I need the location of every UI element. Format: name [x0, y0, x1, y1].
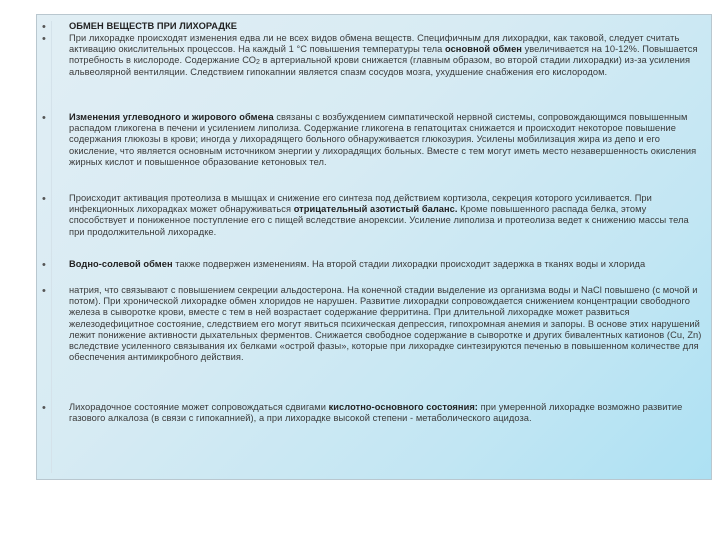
bullet-icon: •: [42, 259, 46, 271]
text-run: при умеренной лихорадке возможно развитие газового алкалоза (в связи с гипокапнией), а при лихорадке высокой степени - метаболического ацидоза.: [69, 402, 683, 424]
list-item-text: [69, 33, 705, 78]
list-item-text: [69, 285, 705, 363]
bullet-icon: •: [42, 21, 46, 33]
text-run: Происходит активация протеолиза в мышцах и снижение его синтеза под действием кортизола, секреция которого усиливается. При инфекционных лихорадках может обнаруживаться: [69, 193, 652, 215]
text-run: связаны с возбуждением симпатической нервной системы, сопровождающимся повышенным распадом гликогена в печени и усилением липолиза. Содержание гликогена в гепатоцитах снижается и происходит некоторое повышение содержания глюкозы в крови; иногда у лихорадящего больного обнаруживается глюкозурия. Усилены мобилизация жира из депо и его окисление, что является основным источником энергии у лихорадящих больных. Вместе с тем могут иметь место незавершенность окисления жирных кислот и повышенное образование кетоновых тел.: [69, 112, 697, 167]
bold-term: основной обмен: [444, 44, 522, 55]
bold-term: кислотно-основного состояния:: [328, 402, 478, 412]
list-item-text: [69, 259, 705, 270]
text-run: в артериальной крови снижается (главным образом, во второй стадии лихорадки) из-за усиления альвеолярной вентиляции. Следствием гипокапнии является спазм сосудов мозга, ухудшение снабжения его кислородом.: [69, 55, 691, 77]
slide-content-box: [36, 14, 712, 480]
list-item-text: [69, 193, 705, 238]
bold-term: Изменения углеводного и жирового обмена: [69, 112, 274, 122]
text-run: натрия, что связывают с повышением секреции альдостерона. На конечной стадии выделение из организма воды и NaCl повышено (с мочой и потом). При хронической лихорадке обмен хлоридов не нарушен. Развитие лихорадки сопровождается снижением концентрации свободного железа в сыворотке крови, вместе с тем в ней возрастает содержание ферритина. При длительной лихорадке может развиться железодефицитное состояние, следствием его могут явиться психическая депрессия, гипохромная анемия и запоры. В основе этих нарушений лежит понижение активности дыхательных ферментов. Снижается свободное содержание в сыворотке и других бивалентных катионов (Cu, Zn) вследствие усиленного связывания их белками «острой фазы», которые при лихорадке синтезируются печенью в повышенном количестве для обеспечения антимикробного действия.: [69, 285, 702, 363]
list-item-text: [69, 402, 705, 424]
section-title: ОБМЕН ВЕЩЕСТВ ПРИ ЛИХОРАДКЕ: [69, 21, 238, 31]
text-run: При лихорадке происходят изменения едва ли не всех видов обмена веществ. Специфичным для лихорадки, как таковой, следует считать активацию окислительных процессов. На каждый 1 °С повышения температуры тела: [69, 33, 680, 55]
list-item-text: [69, 21, 705, 32]
text-run: Лихорадочное состояние может сопровождаться сдвигами: [69, 402, 329, 412]
bullet-icon: •: [42, 112, 46, 124]
bullet-icon: •: [42, 402, 46, 414]
bullet-icon: •: [42, 193, 46, 205]
text-run: увеличивается на 10-12%. Повышается потребность в кислороде. Содержание СО: [69, 44, 698, 66]
bullet-icon: •: [42, 33, 46, 45]
left-guide-line: [51, 21, 52, 473]
list-item-text: [69, 112, 705, 168]
text-run: Кроме повышенного распада белка, этому способствует и пониженное поступление его с пищей вследствие анорексии. Усиление липолиза и протеолиза ведет к снижению массы тела при продолжительной лихорадке.: [69, 204, 689, 237]
bold-term: Водно-солевой обмен: [69, 259, 173, 269]
subscript: 2: [256, 59, 260, 67]
text-run: также подвержен изменениям. На второй стадии лихорадки происходит задержка в тканях воды и хлорида: [172, 259, 646, 269]
bold-term: отрицательный азотистый баланс.: [293, 204, 458, 215]
bullet-icon: •: [42, 285, 46, 297]
